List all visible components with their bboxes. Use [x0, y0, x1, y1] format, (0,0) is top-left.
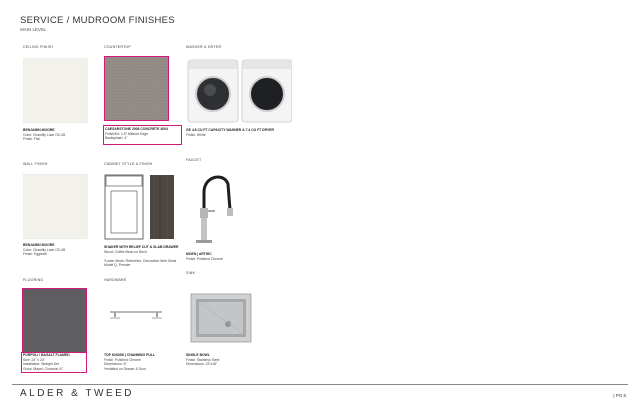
wall-paint-swatch: [23, 174, 88, 239]
cabinet-style: SHAKER WITH RELIEF CUT & SLAB DRAWER: [104, 245, 179, 249]
sink-product: SINGLE BOWL: [186, 353, 210, 357]
wall-color: Color: Chantilly Lace OC-65: [23, 247, 66, 252]
countertop-product: CAESARSTONE 2008 CONCRETE 4004: [105, 127, 168, 131]
footer-divider: [12, 384, 628, 385]
flooring-tile-swatch: [22, 288, 87, 353]
washer-product: GE 4.8 CU FT CAPACITY WASHER & 7.4 CU FT DRYER: [186, 128, 274, 132]
wall-caption: [23, 243, 65, 257]
wall-finish: Finish: Eggshell: [23, 252, 47, 257]
wall-section-label: WALL FINISH: [23, 162, 48, 166]
sink-dimensions: Dimensions: 23"x18": [186, 362, 218, 367]
countertop-section-label: COUNTERTOP: [104, 45, 132, 49]
flooring-grout: Grout: Mapei, Charcoal 47: [23, 366, 63, 371]
sink-caption: [186, 353, 219, 367]
ceiling-section-label: CEILING FINISH: [23, 45, 53, 49]
cabinet-note: *Lower Mods: Refreshes, Decorative Wire Mods: [104, 258, 177, 263]
countertop-edge: Finish/Ed: 1.5" Mitered Edge: [105, 131, 149, 136]
faucet-product: MOEN | ARTHIC: [186, 252, 212, 256]
flooring-product: PORPOLI / BASALT FLAMED: [23, 353, 70, 357]
washer-finish: Finish: White: [186, 132, 206, 137]
brand-logo: ALDER & TWEED: [20, 388, 134, 399]
ceiling-color: Color: Chantilly Lace OC-65: [23, 132, 66, 137]
washer-caption: [186, 128, 274, 137]
cabinet-door-image: [104, 174, 176, 242]
ceiling-caption: [23, 128, 65, 142]
hardware-section-label: HARDWARE: [104, 278, 127, 282]
cabinet-model: Model Q. Premier: [104, 263, 131, 268]
page-title: SERVICE / MUDROOM FINISHES: [20, 15, 175, 26]
page-number: | PG 6: [613, 393, 626, 398]
washer-dryer-image: [186, 58, 292, 124]
flooring-section-label: FLOORING: [23, 278, 44, 282]
hardware-finish: Finish: Polished Chrome: [104, 357, 141, 362]
page-subtitle: MAIN LEVEL: [20, 27, 47, 32]
hardware-dimensions: Dimensions: 6": [104, 362, 127, 367]
countertop-backsplash: Backsplash: 4": [105, 136, 128, 141]
hardware-product: TOP KNOBS | CHANNING PULL: [104, 353, 155, 357]
countertop-caption: [105, 127, 168, 141]
cabinet-section-label: CABINET STYLE & FINISH: [104, 162, 153, 166]
sink-image: [190, 293, 252, 343]
cabinet-wood: Wood: Coffee Bean on Birch: [104, 249, 147, 254]
sink-section-label: SINK: [186, 271, 196, 275]
ceiling-finish: Finish: Flat: [23, 137, 40, 142]
faucet-finish: Finish: Polished Chrome: [186, 256, 223, 261]
ceiling-brand: BENJAMIN MOORE: [23, 128, 55, 132]
hardware-note: *Installed on Drawer & Door: [104, 366, 147, 371]
hardware-caption: [104, 353, 155, 371]
faucet-caption: [186, 252, 223, 261]
cabinet-caption: [104, 245, 178, 268]
washer-section-label: WASHER & DRYER: [186, 45, 222, 49]
flooring-size: Size: 24" x 24": [23, 357, 46, 362]
flooring-installation: Installation: Straight Set: [23, 362, 59, 367]
sink-finish: Finish: Stainless Steel: [186, 357, 220, 362]
wall-brand: BENJAMIN MOORE: [23, 243, 55, 247]
flooring-caption: [23, 353, 70, 371]
cabinet-pull-image: [108, 308, 164, 322]
ceiling-paint-swatch: [23, 58, 88, 123]
faucet-image: [190, 170, 236, 246]
faucet-section-label: FAUCET: [186, 158, 202, 162]
countertop-concrete-swatch: [104, 56, 169, 121]
